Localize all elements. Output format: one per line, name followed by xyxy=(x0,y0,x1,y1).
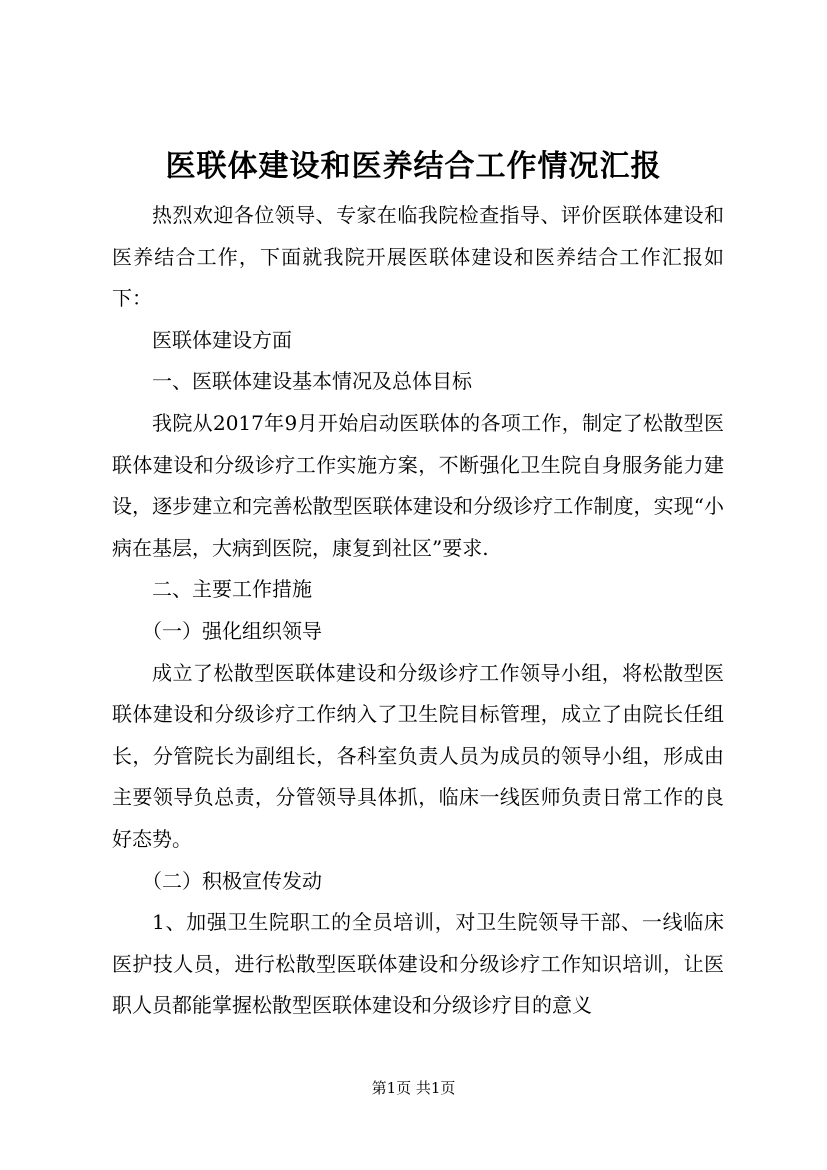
document-title: 医联体建设和医养结合工作情况汇报 xyxy=(165,149,662,184)
paragraph-organization: 成立了松散型医联体建设和分级诊疗工作领导小组，将松散型医联体建设和分级诊疗工作纳入了卫生院目标管理，成立了由院长任组长，分管院长为副组长，各科室负责人员为成员的领导小组，形成由主要领导负总责，分管领导具体抓，临床一线医师负责日常工作的良好态势。 xyxy=(112,660,724,851)
paragraph-basic-situation: 我院从2017年9月开始启动医联体的各项工作，制定了松散型医联体建设和分级诊疗工作实施方案，不断强化卫生院自身服务能力建设，逐步建立和完善松散型医联体建设和分级诊疗工作制度，实现“小病在基层，大病到医院，康复到社区”要求. xyxy=(112,410,724,560)
paragraph-intro: 热烈欢迎各位领导、专家在临我院检查指导、评价医联体建设和医养结合工作，下面就我院开展医联体建设和医养结合工作汇报如下： xyxy=(112,203,724,311)
paragraph-training: 1、加强卫生院职工的全员培训，对卫生院领导干部、一线临床医护技人员，进行松散型医联体建设和分级诊疗工作知识培训，让医职人员都能掌握松散型医联体建设和分级诊疗目的意义 xyxy=(112,910,724,1018)
heading-basic-situation: 一、医联体建设基本情况及总体目标 xyxy=(152,369,472,394)
heading-main-measures: 二、主要工作措施 xyxy=(152,577,312,602)
section-heading-medical-alliance: 医联体建设方面 xyxy=(152,327,292,352)
document-body xyxy=(112,195,724,1027)
subheading-organization: （一）强化组织领导 xyxy=(142,618,322,643)
subheading-publicity: （二）积极宣传发动 xyxy=(142,868,322,893)
page-footer: 第1页 共1页 xyxy=(371,1079,456,1097)
